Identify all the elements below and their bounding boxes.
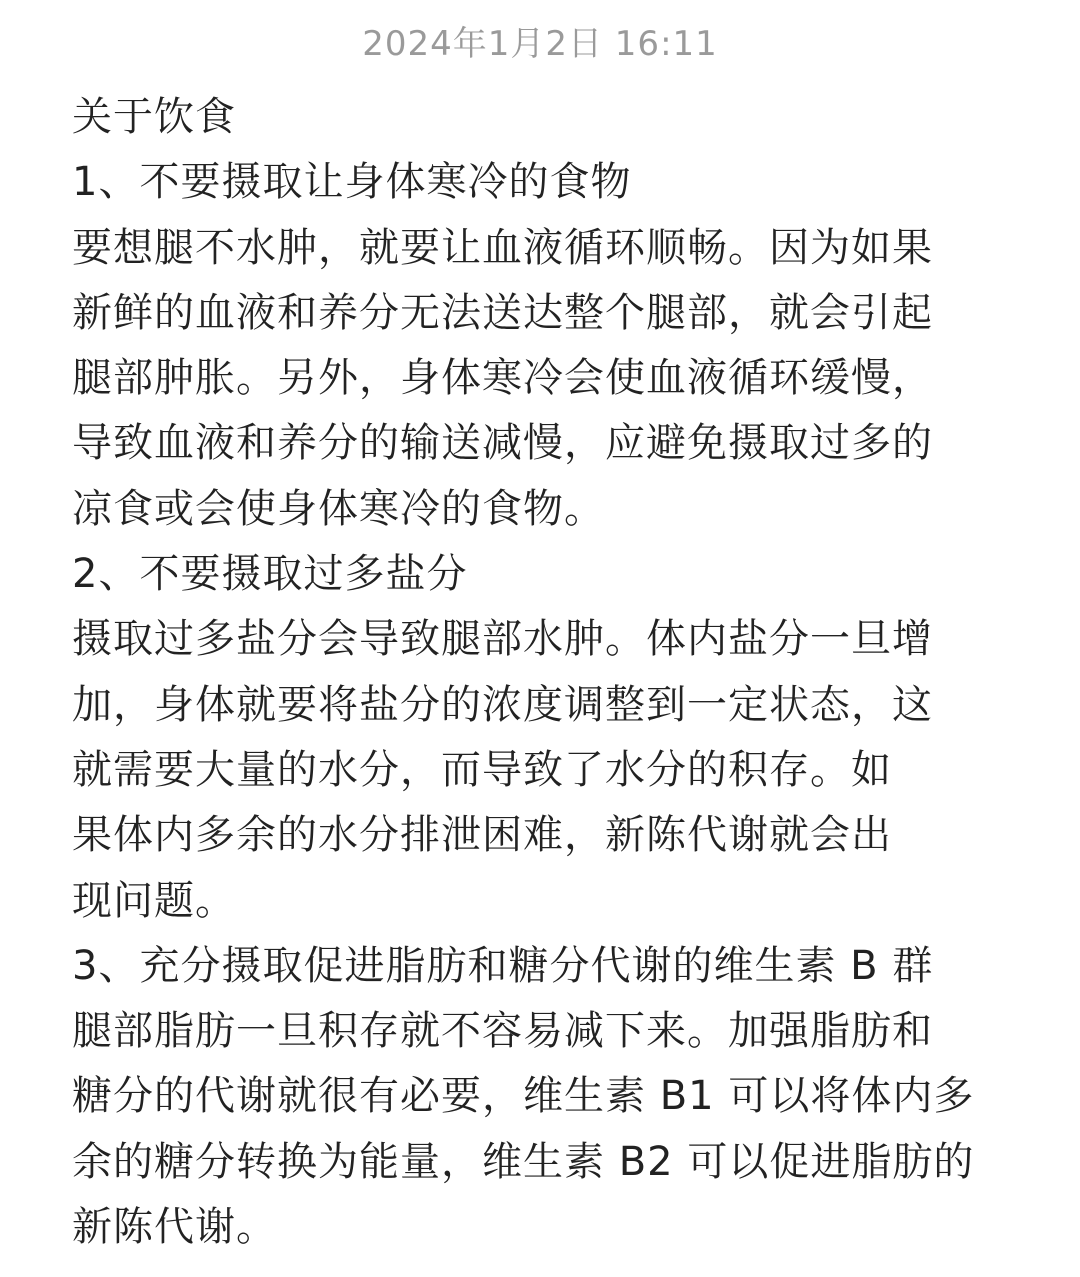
note-text-line: 新陈代谢。 bbox=[72, 1204, 277, 1251]
note-text-line: 凉食或会使身体寒冷的食物。 bbox=[72, 485, 605, 532]
note-text-line: 果体内多余的水分排泄困难，新陈代谢就会出 bbox=[72, 812, 892, 859]
note-text-line: 腿部脂肪一旦积存就不容易减下来。加强脂肪和 bbox=[72, 1008, 933, 1055]
note-heading-3: 3、充分摄取促进脂肪和糖分代谢的维生素 B 群 bbox=[72, 942, 934, 989]
note-title: 关于饮食 bbox=[72, 94, 236, 140]
note-text-line: 腿部肿胀。另外，身体寒冷会使血液循环缓慢， bbox=[72, 355, 933, 402]
note-text-line: 现问题。 bbox=[72, 877, 236, 924]
note-text-line: 导致血液和养分的输送减慢，应避免摄取过多的 bbox=[72, 420, 933, 467]
note-text-line: 余的糖分转换为能量，维生素 B2 可以促进脂肪的 bbox=[72, 1138, 975, 1185]
note-text-line: 加，身体就要将盐分的浓度调整到一定状态，这 bbox=[72, 681, 933, 728]
note-text-line: 新鲜的血液和养分无法送达整个腿部，就会引起 bbox=[72, 289, 933, 336]
note-text-line: 糖分的代谢就很有必要，维生素 B1 可以将体内多 bbox=[72, 1073, 975, 1120]
note-text-line: 摄取过多盐分会导致腿部水肿。体内盐分一旦增 bbox=[72, 616, 933, 663]
note-heading-2: 2、不要摄取过多盐分 bbox=[72, 551, 468, 598]
note-text-line: 要想腿不水肿，就要让血液循环顺畅。因为如果 bbox=[72, 224, 933, 271]
note-timestamp: 2024年1月2日 16:11 bbox=[362, 24, 718, 64]
note-text-line: 就需要大量的水分，而导致了水分的积存。如 bbox=[72, 746, 892, 793]
note-content[interactable] bbox=[72, 85, 1022, 1260]
note-heading-1: 1、不要摄取让身体寒冷的食物 bbox=[72, 159, 632, 206]
